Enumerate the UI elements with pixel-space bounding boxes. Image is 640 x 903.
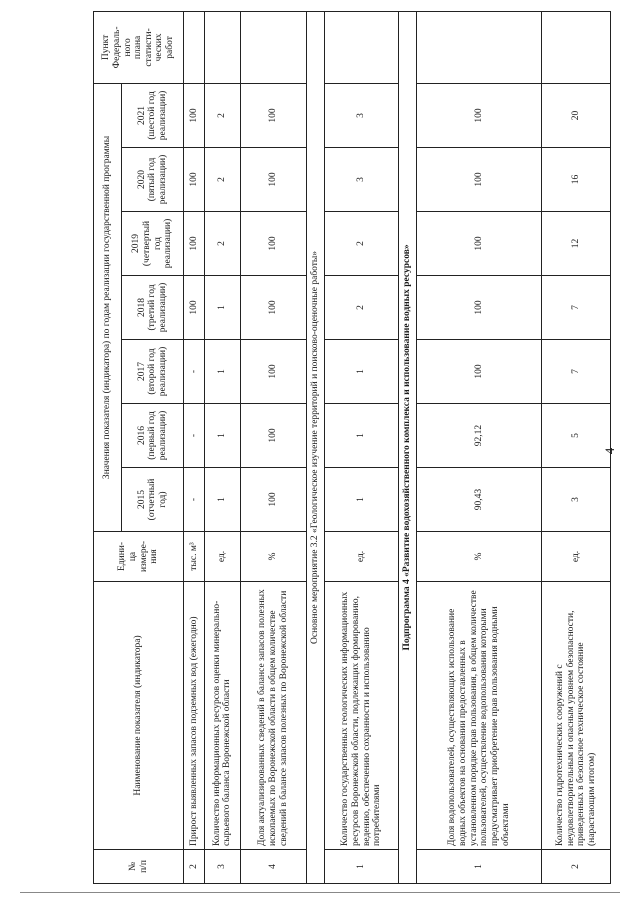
header-year-2015: 2015 (отчетный год) <box>122 468 184 532</box>
value-cell: 3 <box>325 83 398 147</box>
header-year-2020: 2020 (пятый год реализации) <box>122 148 184 212</box>
plan-item-cell <box>542 11 611 83</box>
value-cell: 7 <box>542 340 611 404</box>
header-num: № п/п <box>94 850 184 884</box>
value-cell: - <box>184 340 205 404</box>
value-cell: 1 <box>205 276 240 340</box>
header-year-2021: 2021 (шестой год реализации) <box>122 83 184 147</box>
header-name: Наименование показателя (индикатора) <box>94 582 184 850</box>
value-cell: 1 <box>205 404 240 468</box>
indicator-name: Прирост выявленных запасов подземных вод (ежегодно) <box>184 582 205 850</box>
header-values-group: Значения показателя (индикатора) по годам реализации государственной программы <box>94 83 122 531</box>
value-cell: 100 <box>240 340 306 404</box>
value-cell: 100 <box>417 212 542 276</box>
indicator-name: Доля водопользователей, осуществляющих использование водных объектов на основании предоставленных в установленном порядке прав пользования, в общем количестве пользователей, осуществление водопользования которыми предусматривает приобретение прав пользования водными объектами <box>417 582 542 850</box>
row-number: 1 <box>417 850 542 884</box>
value-cell: 100 <box>240 83 306 147</box>
value-cell: 100 <box>417 148 542 212</box>
plan-item-cell <box>240 11 306 83</box>
table-row <box>542 11 611 883</box>
value-cell: 1 <box>205 468 240 532</box>
value-cell: 3 <box>325 148 398 212</box>
value-cell: - <box>184 468 205 532</box>
value-cell: 100 <box>184 212 205 276</box>
header-year-2017: 2017 (второй год реализации) <box>122 340 184 404</box>
header-year-2018: 2018 (третий год реализации) <box>122 276 184 340</box>
value-cell: 5 <box>542 404 611 468</box>
value-cell: 92,12 <box>417 404 542 468</box>
table-body <box>184 11 611 883</box>
indicator-name: Количество государственных геологических информационных ресурсов Воронежской области, подлежащих формированию, ведению, обеспечению сохранности и использованию потребителями <box>325 582 398 850</box>
page-number: 4 <box>602 447 617 455</box>
indicator-name: Доля актуализированных сведений в балансе запасов полезных ископаемых по Воронежской области в общем количестве сведений в балансе запасов полезных по Воронежской области <box>240 582 306 850</box>
header-year-2019: 2019 (четвертый год реализации) <box>122 212 184 276</box>
value-cell: 1 <box>325 340 398 404</box>
plan-item-cell <box>417 11 542 83</box>
value-cell: 100 <box>240 468 306 532</box>
plan-item-cell <box>325 11 398 83</box>
header-unit: Едини- ца измере- ния <box>94 532 184 582</box>
value-cell: 100 <box>184 148 205 212</box>
value-cell: 20 <box>542 83 611 147</box>
indicator-name: Количество гидротехнических сооружений с неудовлетворительным и опасным уровнем безопасности, приведенных в безопасное техническое состояние (нарастающим итогом) <box>542 582 611 850</box>
table-header <box>94 11 184 883</box>
row-number: 4 <box>240 850 306 884</box>
value-cell: 90,43 <box>417 468 542 532</box>
value-cell: 1 <box>325 468 398 532</box>
value-cell: 2 <box>205 83 240 147</box>
row-number: 2 <box>184 850 205 884</box>
value-cell: 3 <box>542 468 611 532</box>
value-cell: 1 <box>325 404 398 468</box>
section-title: Подпрограмма 4 «Развитие водохозяйственного комплекса и использование водных ресурсов» <box>398 11 416 883</box>
value-cell: 2 <box>205 148 240 212</box>
indicator-name: Количество информационных ресурсов оценки минерально-сырьевого баланса Воронежской области <box>205 582 240 850</box>
unit-cell: % <box>240 532 306 582</box>
value-cell: 12 <box>542 212 611 276</box>
row-number: 2 <box>542 850 611 884</box>
value-cell: 1 <box>205 340 240 404</box>
table-row <box>240 11 306 883</box>
indicators-table <box>93 11 611 884</box>
value-cell: 2 <box>205 212 240 276</box>
table-row <box>325 11 398 883</box>
value-cell: 100 <box>240 276 306 340</box>
value-cell: 16 <box>542 148 611 212</box>
rotated-table-frame <box>93 12 611 884</box>
value-cell: 2 <box>325 212 398 276</box>
table-row <box>184 11 205 883</box>
plan-item-cell <box>205 11 240 83</box>
section-row <box>306 11 324 883</box>
value-cell: - <box>184 404 205 468</box>
unit-cell: тыс. м³ <box>184 532 205 582</box>
value-cell: 7 <box>542 276 611 340</box>
unit-cell: ед. <box>325 532 398 582</box>
value-cell: 100 <box>240 148 306 212</box>
value-cell: 100 <box>417 340 542 404</box>
value-cell: 100 <box>184 83 205 147</box>
section-title: Основное мероприятие 3.2 «Геологическое изучение территорий и поисково-оценочные работы» <box>306 11 324 883</box>
unit-cell: % <box>417 532 542 582</box>
value-cell: 100 <box>240 212 306 276</box>
value-cell: 100 <box>184 276 205 340</box>
value-cell: 100 <box>417 83 542 147</box>
row-number: 1 <box>325 850 398 884</box>
value-cell: 2 <box>325 276 398 340</box>
row-number: 3 <box>205 850 240 884</box>
value-cell: 100 <box>417 276 542 340</box>
page-edge-line <box>20 892 620 893</box>
header-plan-item: Пункт Федераль- ного плана статисти- ческих работ <box>94 11 184 83</box>
value-cell: 100 <box>240 404 306 468</box>
section-row <box>398 11 416 883</box>
plan-item-cell <box>184 11 205 83</box>
table-row <box>417 11 542 883</box>
unit-cell: ед. <box>542 532 611 582</box>
header-year-2016: 2016 (первый год реализации) <box>122 404 184 468</box>
unit-cell: ед. <box>205 532 240 582</box>
table-row <box>205 11 240 883</box>
